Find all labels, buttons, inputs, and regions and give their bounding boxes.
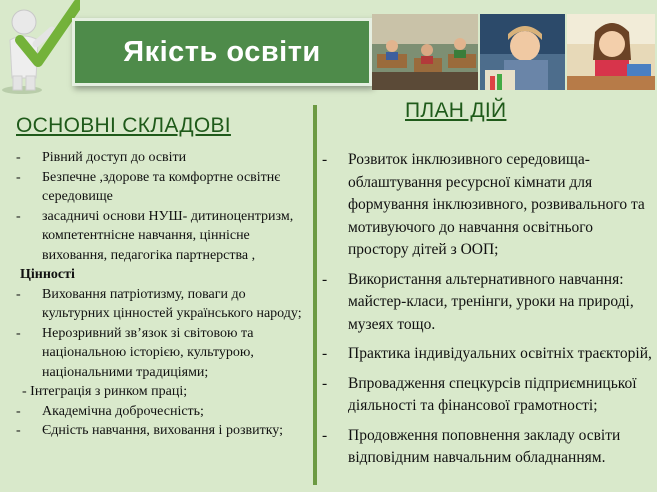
- list-item: - Виховання патріотизму, поваги до культурних цінностей українського народу;: [16, 285, 311, 324]
- person-with-checkmark-icon: [0, 0, 80, 95]
- bullet: -: [322, 426, 328, 444]
- list-item: - Безпечне ,здорове та комфортне освітнє середовище: [16, 168, 311, 207]
- bullet: -: [322, 345, 328, 362]
- photo-strip: [372, 14, 657, 90]
- left-heading: ОСНОВНІ СКЛАДОВІ: [16, 114, 231, 137]
- list-item: - Нерозривний зв’язок зі світовою та національною історією, культурою, національними традиціями;: [16, 324, 311, 383]
- list-item: - Єдність навчання, виховання і розвитку;: [16, 421, 311, 441]
- list-item: - Академічна доброчесність;: [16, 402, 311, 422]
- bullet: -: [16, 169, 21, 185]
- page-title: Якість освіти: [123, 35, 321, 68]
- bullet: -: [16, 208, 21, 224]
- list-item: - Розвиток інклюзивного середовища- облаштування ресурсної кімнати для формування інклюзивного, розвивального та мотивуючого до навчання освітнього простору дітей з ООП;: [322, 149, 652, 262]
- student-photo: [480, 14, 564, 90]
- bullet: -: [16, 325, 21, 341]
- title-banner: [72, 18, 372, 86]
- list-item: - Рівний доступ до освіти: [16, 148, 311, 168]
- bullet: -: [16, 403, 21, 419]
- bullet: -: [322, 270, 328, 288]
- bullet: -: [16, 286, 21, 302]
- list-item: - Впровадження спецкурсів підприємницької діяльності та фінансової грамотності;: [322, 373, 652, 418]
- integration-item: - Інтеграція з ринком праці;: [22, 384, 188, 399]
- components-list: [16, 148, 311, 441]
- list-item: - Практика індивідуальних освітніх траєкторій,: [322, 343, 652, 366]
- values-heading: Цінності: [20, 267, 75, 282]
- right-heading: ПЛАН ДІЙ: [405, 99, 507, 122]
- classroom-photo: [372, 14, 478, 90]
- list-item: - Використання альтернативного навчання: майстер-класи, тренінги, уроки на природі, музеях тощо.: [322, 269, 652, 337]
- bullet: -: [16, 150, 21, 165]
- action-plan-list: [322, 149, 652, 477]
- bullet: -: [16, 423, 21, 438]
- girl-photo: [567, 14, 655, 90]
- list-item: - засадничі основи НУШ- дитиноцентризм, компетентнісне навчання, ціннісне виховання, педагогіка партнерства ,: [16, 207, 311, 266]
- bullet: -: [322, 374, 328, 392]
- list-item: - Продовження поповнення закладу освіти відповідним навчальним обладнанням.: [322, 425, 652, 470]
- column-divider: [313, 105, 317, 485]
- bullet: -: [322, 151, 328, 168]
